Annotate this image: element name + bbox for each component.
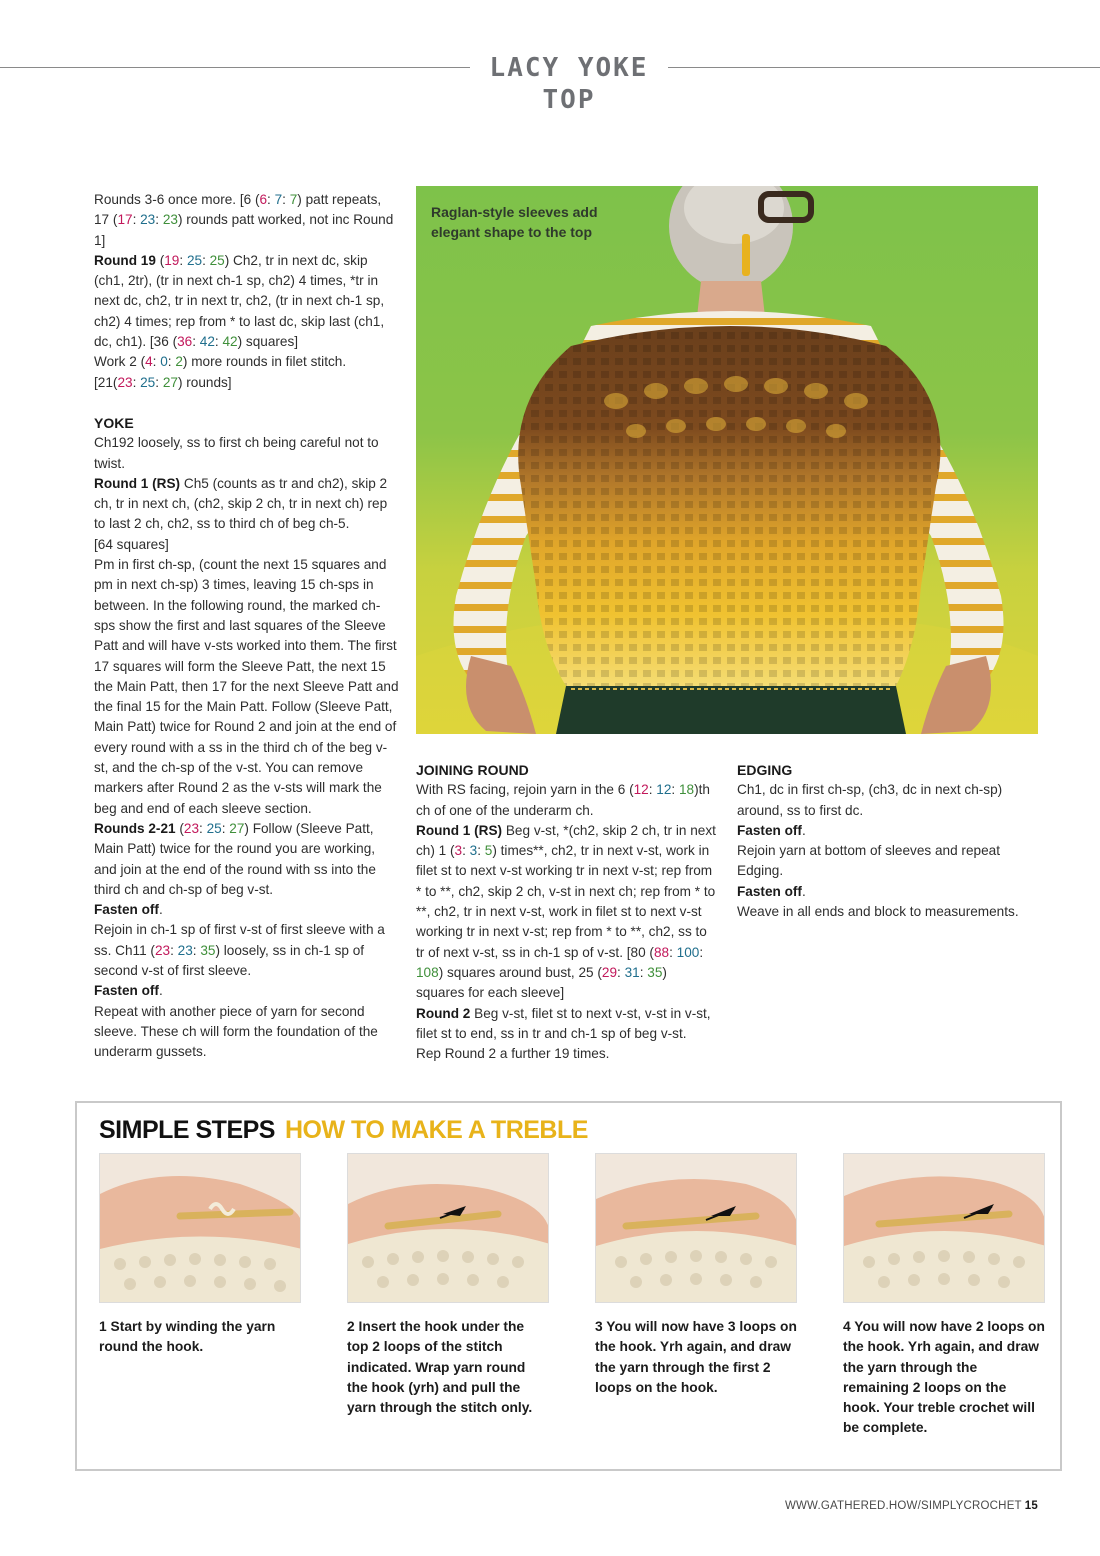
joining-round-heading: JOINING ROUND	[416, 762, 529, 778]
step-4-photo	[843, 1153, 1045, 1303]
joining-round-1-paragraph: Round 1 (RS) Beg v-st, *(ch2, skip 2 ch, tr in next ch) 1 (3: 3: 5) times**, ch2, tr in next v-st, work in filet st to next v-st working tr in next v-st; rep from * to **, ch2, skip 2 ch, v-st in next ch; rep from * to **, ch2, tr in next v-st, work in filet st to next v-st working tr in next v-st; rep from * to **, ch2, ss to tr of next v-st, ss in ch-1 sp of v-st. [80 (88: 100: 108) squares around bust, 25 (29: 31: 35) squares for each sleeve]	[416, 822, 716, 1001]
step-3-photo	[595, 1153, 797, 1303]
photo-caption: Raglan-style sleeves add elegant shape to the top	[431, 204, 598, 240]
edging-heading: EDGING	[737, 762, 793, 778]
column-middle	[416, 760, 716, 1064]
step-1-photo	[99, 1153, 301, 1303]
yoke-round-1-paragraph: Round 1 (RS) Ch5 (counts as tr and ch2), skip 2 ch, tr in next ch, (ch2, skip 2 ch, tr in next ch) rep to last 2 ch, ch2, ss to third ch of beg ch-5. [64 squares]	[94, 475, 388, 552]
page-footer	[785, 1500, 1038, 1512]
column-left	[94, 190, 399, 1062]
page-title: LACY YOKE TOP	[489, 53, 649, 115]
edging-sleeves-paragraph: Rejoin yarn at bottom of sleeves and repeat Edging.	[737, 843, 1000, 879]
joining-intro-paragraph: With RS facing, rejoin yarn in the 6 (12: 12: 18)th ch of one of the underarm ch.	[416, 782, 710, 818]
step-3-text: 3 You will now have 3 loops on the hook. Yrh again, and draw the yarn through the first 2 loops on the hook.	[595, 1319, 797, 1395]
footer-url: WWW.GATHERED.HOW/SIMPLYCROCHET	[784, 1500, 1022, 1512]
fasten-off-2: Fasten off.	[94, 983, 163, 999]
header-rule-right	[668, 67, 1100, 68]
edging-paragraph: Ch1, dc in first ch-sp, (ch3, dc in next ch-sp) around, ss to first dc.	[737, 782, 1003, 818]
edging-fasten-off-2: Fasten off.	[737, 883, 806, 899]
step-1	[99, 1153, 301, 1358]
step-1-text: 1 Start by winding the yarn round the hook.	[99, 1319, 276, 1355]
column-right	[737, 760, 1037, 922]
edging-fasten-off-1: Fasten off.	[737, 822, 806, 838]
rejoin-paragraph: Rejoin in ch-1 sp of first v-st of first sleeve with a ss. Ch11 (23: 23: 35) loosely, ss in ch-1 sp of second v-st of first sleeve.	[94, 922, 385, 978]
yoke-intro-paragraph: Ch192 loosely, ss to first ch being careful not to twist.	[94, 435, 379, 471]
repeat-round-2-paragraph: Rep Round 2 a further 19 times.	[416, 1046, 610, 1062]
page-number: 15	[1024, 1500, 1038, 1512]
step-2-photo	[347, 1153, 549, 1303]
garment-photo	[416, 186, 1038, 734]
step-3	[595, 1153, 797, 1398]
step-2-text: 2 Insert the hook under the top 2 loops of the stitch indicated. Wrap yarn round the hook (yrh) and pull the yarn through the stitch only.	[347, 1319, 533, 1416]
work-rounds-paragraph: Work 2 (4: 0: 2) more rounds in filet stitch. [21(23: 25: 27) rounds]	[94, 354, 347, 390]
place-markers-paragraph: Pm in first ch-sp, (count the next 15 squares and pm in next ch-sp) 3 times, leaving 15 ch-sps in between. In the following round, the marked ch-sps show the first and last squares of the Sleeve Patt and will have v-sts worked into them. The first 17 squares will form the Sleeve Patt, the next 15 the Main Patt, then 17 for the next Sleeve Patt and the final 15 for the Main Patt. Follow (Sleeve Patt, Main Patt) twice for Round 2 and join at the end of every round with a ss in the third ch of the beg v-st, and the ch-sp of the v-st. You can remove markers after Round 2 as the v-sts will mark the beg and end of each sleeve section.	[94, 557, 399, 816]
repeat-paragraph: Repeat with another piece of yarn for second sleeve. These ch will form the foundation of the underarm gussets.	[94, 1003, 378, 1060]
yoke-heading: YOKE	[94, 414, 134, 431]
fasten-off-1: Fasten off.	[94, 902, 163, 918]
simple-steps-title: SIMPLE STEPS HOW TO MAKE A TREBLE	[99, 1116, 588, 1144]
round-19-paragraph: Round 19 (19: 25: 25) Ch2, tr in next dc, skip (ch1, 2tr), (tr in next ch-1 sp, ch2) 4 times, *tr in next dc, ch2, tr in next tr, ch2, (tr in next ch-1 sp, ch2) 4 times; rep from * to last dc, skip last (ch1, dc, ch1). [36 (36: 42: 42) squares]	[94, 252, 385, 350]
rounds-3-6-paragraph: Rounds 3-6 once more. [6 (6: 7: 7) patt repeats, 17 (17: 23: 23) rounds patt worked, not inc Round 1]	[94, 192, 394, 248]
simple-steps-box	[75, 1101, 1062, 1471]
joining-round-2-paragraph: Round 2 Beg v-st, filet st to next v-st, v-st in v-st, filet st to end, ss in tr and ch-1 sp of beg v-st.	[416, 1005, 711, 1041]
step-2	[347, 1153, 549, 1418]
rounds-2-21-paragraph: Rounds 2-21 (23: 25: 27) Follow (Sleeve Patt, Main Patt) twice for the round you are working, and join at the end of the round with ss into the third ch and ch-sp of beg v-st.	[94, 820, 376, 897]
weave-in-paragraph: Weave in all ends and block to measurements.	[737, 904, 1019, 920]
step-4-text: 4 You will now have 2 loops on the hook. Yrh again, and draw the yarn through the remaining 2 loops on the hook. Your treble crochet will be complete.	[843, 1319, 1045, 1436]
header-rule-left	[0, 67, 470, 68]
step-4	[843, 1153, 1045, 1439]
model-back-illustration	[416, 186, 1038, 734]
